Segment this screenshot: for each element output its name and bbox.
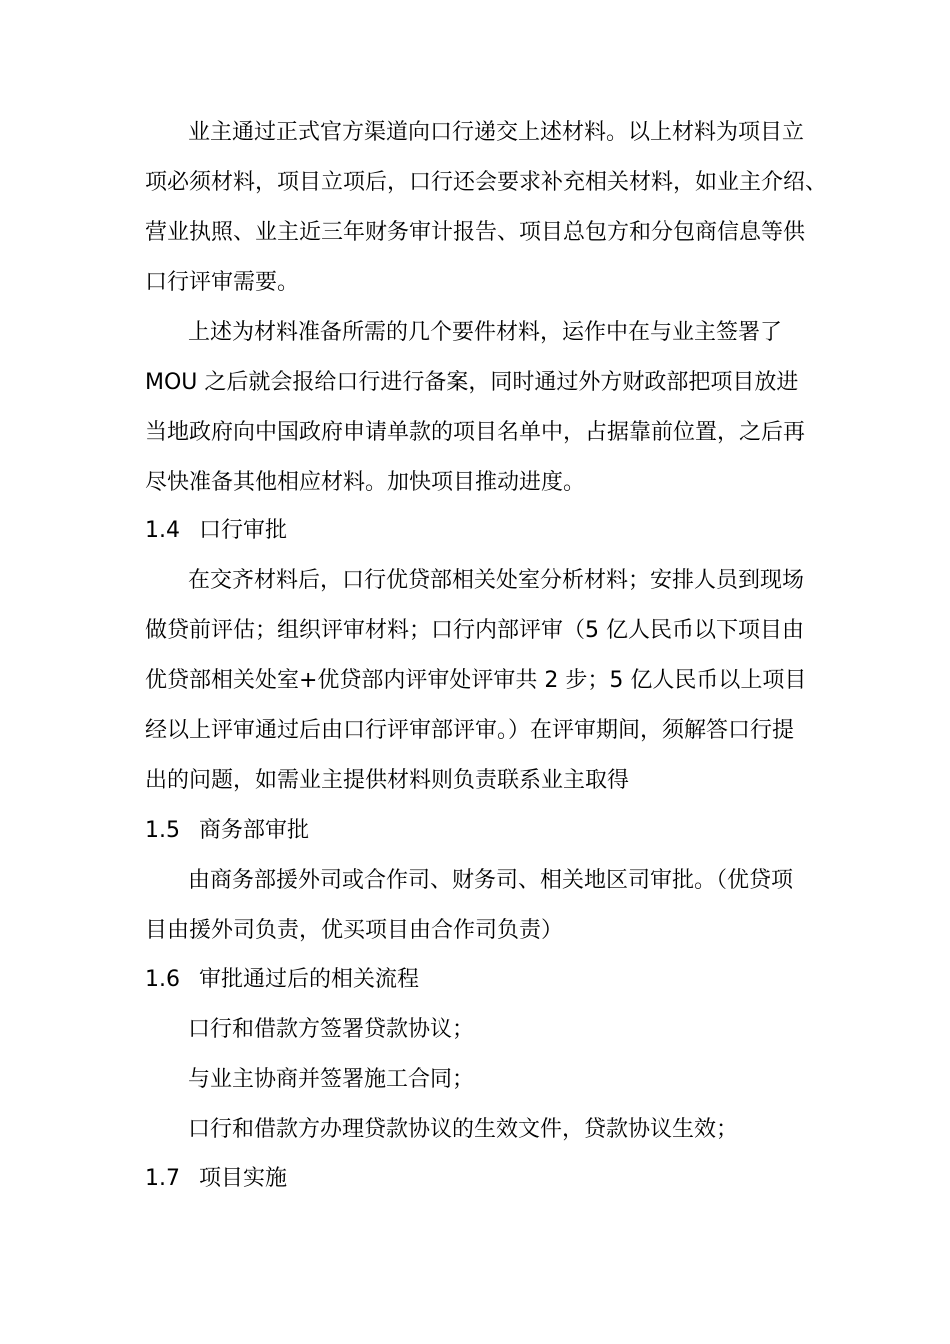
section-number: 1.4	[145, 518, 180, 543]
section-heading	[145, 516, 287, 546]
section-title: 项目实施	[199, 1166, 288, 1191]
paragraph-line: 当地政府向中国政府申请单款的项目名单中，占据靠前位置，之后再	[145, 420, 806, 445]
section-number: 1.5	[145, 818, 180, 843]
list-item: 口行和借款方签署贷款协议；	[188, 1017, 475, 1042]
paragraph-line: 尽快准备其他相应材料。加快项目推动进度。	[145, 470, 586, 495]
section-title: 审批通过后的相关流程	[199, 967, 420, 992]
paragraph-line: 在交齐材料后，口行优贷部相关处室分析材料；安排人员到现场	[188, 568, 805, 593]
paragraph-line: 由商务部援外司或合作司、财务司、相关地区司审批。（优贷项	[188, 868, 794, 893]
section-number: 1.7	[145, 1166, 180, 1191]
paragraph-line: 做贷前评估；组织评审材料；口行内部评审（5 亿人民币以下项目由	[145, 618, 804, 643]
list-item: 口行和借款方办理贷款协议的生效文件，贷款协议生效；	[188, 1117, 739, 1142]
section-title: 口行审批	[199, 518, 288, 543]
section-heading	[145, 965, 419, 995]
section-title: 商务部审批	[199, 818, 310, 843]
list-item: 与业主协商并签署施工合同；	[188, 1067, 475, 1092]
paragraph-line: 目由援外司负责，优买项目由合作司负责）	[145, 918, 564, 943]
section-heading	[145, 1164, 287, 1194]
paragraph-line: 出的问题，如需业主提供材料则负责联系业主取得	[145, 768, 630, 793]
paragraph-line: 营业执照、业主近三年财务审计报告、项目总包方和分包商信息等供	[145, 220, 806, 245]
section-number: 1.6	[145, 967, 180, 992]
paragraph-line: 业主通过正式官方渠道向口行递交上述材料。以上材料为项目立	[188, 120, 805, 145]
paragraph-line: 上述为材料准备所需的几个要件材料，运作中在与业主签署了	[188, 320, 783, 345]
paragraph-line: MOU 之后就会报给口行进行备案，同时通过外方财政部把项目放进	[145, 370, 799, 395]
paragraph-line: 口行评审需要。	[145, 270, 300, 295]
paragraph-line: 经以上评审通过后由口行评审部评审。）在评审期间，须解答口行提	[145, 718, 795, 743]
paragraph-line: 优贷部相关处室+优贷部内评审处评审共 2 步；5 亿人民币以上项目	[145, 668, 807, 693]
paragraph-line: 项必须材料，项目立项后，口行还会要求补充相关材料，如业主介绍、	[145, 170, 828, 195]
section-heading	[145, 816, 309, 846]
